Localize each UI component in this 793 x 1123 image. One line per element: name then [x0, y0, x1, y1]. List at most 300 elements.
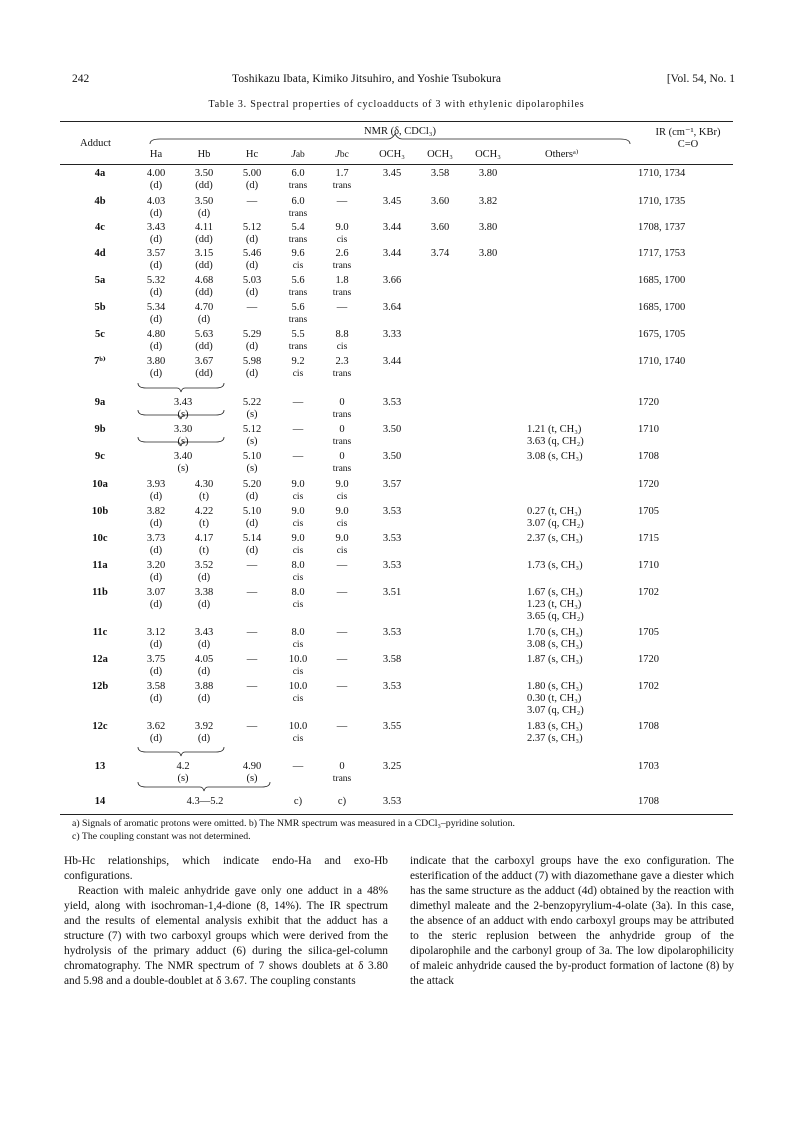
col-header-jab: Jab [291, 149, 305, 160]
cell-jbc: — [336, 302, 348, 313]
cell-hc-mult: (s) [246, 773, 258, 784]
cell-hc-mult: (s) [246, 436, 258, 447]
cell-ir: 1685, 1700 [638, 302, 686, 313]
shared-signal-brace [138, 383, 224, 393]
cell-och3: 3.33 [382, 329, 402, 340]
cell-ir: 1703 [638, 761, 659, 772]
cell-jab-config: trans [288, 181, 308, 191]
cell-hb-mult: (d) [197, 733, 211, 744]
row-adduct: 9b [94, 424, 106, 435]
row-adduct: 9a [94, 397, 106, 408]
cell-och3: 3.45 [382, 168, 402, 179]
cell-ha: 3.12 [146, 627, 166, 638]
shared-signal-brace [138, 437, 224, 447]
col-header-others: Othersᵃ⁾ [545, 149, 579, 160]
cell-hc: — [246, 302, 258, 313]
table-header-rule [60, 164, 733, 165]
col-header-och3-3: OCH₃ [475, 149, 501, 160]
cell-hc: 5.46 [242, 248, 262, 259]
cell-others: 3.08 (s, CH₃) [527, 451, 583, 462]
cell-hc: — [246, 681, 258, 692]
cell-ir: 1708 [638, 721, 659, 732]
cell-jbc-config: trans [332, 261, 352, 271]
cell-others: 1.21 (t, CH₃) [527, 424, 582, 435]
cell-hab-mult: (s) [177, 436, 189, 447]
cell-hc: — [246, 196, 258, 207]
cell-hc-mult: (d) [245, 545, 259, 556]
cell-hb: 4.22 [194, 506, 214, 517]
cell-hb-mult: (t) [199, 491, 209, 502]
cell-hb-mult: (d) [197, 693, 211, 704]
cell-jbc: 9.0 [335, 506, 349, 517]
col-header-hb: Hb [197, 149, 211, 160]
cell-hc: 5.14 [242, 533, 262, 544]
cell-jbc: — [336, 627, 348, 638]
cell-jbc-config: trans [332, 437, 352, 447]
cell-hc-mult: (s) [246, 409, 258, 420]
cell-och3: 3.44 [382, 248, 402, 259]
cell-jbc-config: trans [332, 288, 352, 298]
cell-jbc-config: trans [332, 774, 352, 784]
cell-jbc: c) [337, 796, 347, 807]
cell-hb: 5.63 [194, 329, 214, 340]
cell-hc: — [246, 587, 258, 598]
cell-jbc-config: trans [332, 410, 352, 420]
cell-hc: 4.90 [242, 761, 262, 772]
cell-hab: 3.30 [173, 424, 193, 435]
cell-hc: 5.22 [242, 397, 262, 408]
cell-ha-mult: (d) [149, 260, 163, 271]
cell-och3: 3.44 [382, 356, 402, 367]
cell-others: 3.08 (s, CH₃) [527, 639, 583, 650]
cell-jab: 10.0 [288, 681, 308, 692]
cell-jab: 9.2 [291, 356, 305, 367]
cell-och3: 3.64 [382, 302, 402, 313]
cell-ir: 1720 [638, 479, 659, 490]
cell-jab: 9.6 [291, 248, 305, 259]
cell-hb: 4.70 [194, 302, 214, 313]
shared-signal-brace [138, 747, 224, 757]
cell-hb: 4.05 [194, 654, 214, 665]
cell-hb: 4.17 [194, 533, 214, 544]
cell-jbc-config: trans [332, 181, 352, 191]
cell-hb-mult: (dd) [195, 341, 213, 352]
cell-jbc: — [336, 196, 348, 207]
row-adduct: 11a [92, 560, 108, 571]
cell-hab: 3.40 [173, 451, 193, 462]
cell-hb: 3.50 [194, 196, 214, 207]
cell-jab: 6.0 [291, 168, 305, 179]
cell-jab-config: trans [288, 235, 308, 245]
cell-hb-mult: (d) [197, 639, 211, 650]
cell-others: 2.37 (s, CH₃) [527, 733, 583, 744]
cell-och3: 3.44 [382, 222, 402, 233]
row-adduct: 11c [92, 627, 108, 638]
cell-jab-config: trans [288, 315, 308, 325]
cell-jbc: 9.0 [335, 222, 349, 233]
cell-jbc: 0 [339, 424, 345, 435]
cell-och3: 3.53 [382, 796, 402, 807]
row-adduct: 9c [95, 451, 105, 462]
cell-hc: 5.20 [242, 479, 262, 490]
cell-ha-mult: (d) [149, 234, 163, 245]
cell-och3: 3.45 [382, 196, 402, 207]
cell-jab-config: cis [292, 546, 304, 556]
cell-ir: 1708, 1737 [638, 222, 686, 233]
running-header [72, 73, 735, 87]
cell-hc-mult: (d) [245, 491, 259, 502]
cell-hb-mult: (t) [199, 518, 209, 529]
cell-jab: 9.0 [291, 506, 305, 517]
cell-ha: 3.62 [146, 721, 166, 732]
cell-hc: 5.29 [242, 329, 262, 340]
cell-ir: 1702 [638, 587, 659, 598]
cell-hc: 5.10 [242, 451, 262, 462]
col-header-och3-1: OCH₃ [379, 149, 405, 160]
cell-jbc: 1.8 [335, 275, 349, 286]
cell-ha: 5.32 [146, 275, 166, 286]
table-caption: Table 3. Spectral properties of cycloadducts of 3 with ethylenic dipolarophiles [208, 99, 585, 110]
table-bottom-rule [60, 814, 733, 815]
cell-hb-mult: (dd) [195, 368, 213, 379]
row-adduct: 14 [94, 796, 106, 807]
cell-och3: 3.50 [382, 451, 402, 462]
cell-jab-config: trans [288, 209, 308, 219]
cell-jbc: — [336, 654, 348, 665]
col-header-ha: Ha [149, 149, 163, 160]
cell-jbc: 9.0 [335, 533, 349, 544]
cell-others: 3.65 (q, CH₂) [527, 611, 584, 622]
row-adduct: 12a [92, 654, 108, 665]
cell-hc-mult: (d) [245, 518, 259, 529]
cell-och3: 3.58 [430, 168, 450, 179]
cell-ha: 5.34 [146, 302, 166, 313]
body-left-column [64, 854, 388, 989]
cell-hb-mult: (d) [197, 572, 211, 583]
cell-jbc: — [336, 721, 348, 732]
cell-others: 1.80 (s, CH₃) [527, 681, 583, 692]
cell-habc: 4.3—5.2 [186, 796, 224, 807]
cell-hb: 4.30 [194, 479, 214, 490]
cell-jbc-config: cis [336, 342, 348, 352]
cell-hc-mult: (d) [245, 287, 259, 298]
cell-jab-config: cis [292, 261, 304, 271]
cell-others: 1.67 (s, CH₃) [527, 587, 583, 598]
cell-hb-mult: (dd) [195, 260, 213, 271]
cell-hb-mult: (dd) [195, 287, 213, 298]
cell-jbc-config: cis [336, 519, 348, 529]
cell-jab-config: cis [292, 640, 304, 650]
cell-jab: — [292, 424, 304, 435]
cell-jbc: 0 [339, 451, 345, 462]
cell-jab-config: cis [292, 492, 304, 502]
cell-jab: c) [293, 796, 303, 807]
cell-ha-mult: (d) [149, 368, 163, 379]
cell-och3: 3.50 [382, 424, 402, 435]
cell-ha: 3.82 [146, 506, 166, 517]
cell-jbc: — [336, 587, 348, 598]
row-adduct: 12b [91, 681, 109, 692]
cell-och3: 3.82 [478, 196, 498, 207]
cell-ha: 4.80 [146, 329, 166, 340]
cell-ha: 3.58 [146, 681, 166, 692]
cell-ir: 1705 [638, 506, 659, 517]
cell-jbc: 9.0 [335, 479, 349, 490]
cell-ha: 3.20 [146, 560, 166, 571]
cell-ha-mult: (d) [149, 639, 163, 650]
cell-jbc-config: trans [332, 464, 352, 474]
cell-ha-mult: (d) [149, 666, 163, 677]
cell-jab-config: cis [292, 734, 304, 744]
cell-jab-config: cis [292, 694, 304, 704]
row-adduct: 4c [95, 222, 105, 233]
cell-ha-mult: (d) [149, 287, 163, 298]
cell-jbc: 0 [339, 397, 345, 408]
cell-others: 1.23 (t, CH₃) [527, 599, 582, 610]
cell-ha: 4.03 [146, 196, 166, 207]
cell-hab-mult: (s) [177, 463, 189, 474]
body-paragraph: Hb-Hc relationships, which indicate endo-Ha and exo-Hb configurations. [64, 855, 388, 882]
cell-others: 1.70 (s, CH₃) [527, 627, 583, 638]
cell-hb-mult: (t) [199, 545, 209, 556]
cell-och3: 3.57 [382, 479, 402, 490]
cell-jab-config: cis [292, 519, 304, 529]
page-number: 242 [72, 73, 90, 85]
cell-ir: 1710, 1740 [638, 356, 686, 367]
footnote-2: c) The coupling constant was not determined. [72, 831, 251, 842]
cell-jab-config: cis [292, 667, 304, 677]
cell-jbc: 2.3 [335, 356, 349, 367]
cell-ha-mult: (d) [149, 180, 163, 191]
cell-hc: 5.10 [242, 506, 262, 517]
cell-och3: 3.53 [382, 397, 402, 408]
cell-others: 3.07 (q, CH₂) [527, 705, 584, 716]
cell-jab: — [292, 761, 304, 772]
cell-hc: 5.03 [242, 275, 262, 286]
cell-hc-mult: (d) [245, 234, 259, 245]
row-adduct: 13 [94, 761, 106, 772]
cell-jbc: — [336, 560, 348, 571]
cell-ha: 3.57 [146, 248, 166, 259]
cell-ha-mult: (d) [149, 572, 163, 583]
cell-hb: 3.43 [194, 627, 214, 638]
cell-hc: 5.98 [242, 356, 262, 367]
cell-hb: 3.15 [194, 248, 214, 259]
cell-och3: 3.53 [382, 506, 402, 517]
cell-ha-mult: (d) [149, 314, 163, 325]
nmr-header-brace [150, 134, 630, 148]
cell-ir: 1710 [638, 560, 659, 571]
cell-och3: 3.53 [382, 681, 402, 692]
cell-jbc-config: trans [332, 369, 352, 379]
row-adduct: 10a [92, 479, 108, 490]
cell-hb-mult: (d) [197, 208, 211, 219]
cell-hab: 3.43 [173, 397, 193, 408]
cell-jab: 8.0 [291, 627, 305, 638]
cell-ha-mult: (d) [149, 491, 163, 502]
cell-jab: 8.0 [291, 560, 305, 571]
cell-hc-mult: (d) [245, 341, 259, 352]
cell-hb: 3.38 [194, 587, 214, 598]
cell-jbc: 8.8 [335, 329, 349, 340]
cell-hb-mult: (dd) [195, 234, 213, 245]
row-adduct: 7ᵇ⁾ [94, 356, 106, 367]
cell-hb: 3.67 [194, 356, 214, 367]
cell-others: 2.37 (s, CH₃) [527, 533, 583, 544]
cell-hb-mult: (d) [197, 599, 211, 610]
cell-ir: 1710, 1734 [638, 168, 686, 179]
body-paragraph: indicate that the carboxyl groups have the exo configuration. The esterification of the adduct (7) with diazomethane gave a diester which has the same structure as the adduct (4d) obtained by the reaction with dimethyl maleate and the 2-benzopyrylium-4-olate (3a). In this case, the absence of an adduct with endo carboxyl groups may be attributed to the steric replusion between the anhydride group of the dipolarophile and the carbonyl group of 3a. The low dipolarophilicity of maleic anhydride caused the by-product formation of lactone (8) by the attack [410, 855, 734, 987]
cell-jbc: 0 [339, 761, 345, 772]
cell-others: 1.83 (s, CH₃) [527, 721, 583, 732]
cell-ha: 3.43 [146, 222, 166, 233]
cell-ha-mult: (d) [149, 518, 163, 529]
cell-ir: 1717, 1753 [638, 248, 686, 259]
cell-jab: 10.0 [288, 654, 308, 665]
cell-ha-mult: (d) [149, 599, 163, 610]
cell-jbc: 1.7 [335, 168, 349, 179]
cell-hb: 4.11 [195, 222, 213, 233]
authors: Toshikazu Ibata, Kimiko Jitsuhiro, and Yoshie Tsubokura [232, 73, 502, 85]
cell-hb: 4.68 [194, 275, 214, 286]
cell-jab: 9.0 [291, 533, 305, 544]
col-header-hc: Hc [245, 149, 259, 160]
cell-hc: — [246, 721, 258, 732]
row-adduct: 10b [91, 506, 109, 517]
cell-ha: 3.73 [146, 533, 166, 544]
cell-ir: 1685, 1700 [638, 275, 686, 286]
shared-signal-brace [138, 782, 270, 792]
cell-jab-config: cis [292, 573, 304, 583]
cell-och3: 3.80 [478, 222, 498, 233]
cell-hab-mult: (s) [177, 409, 189, 420]
cell-hc: — [246, 560, 258, 571]
cell-hb-mult: (dd) [195, 180, 213, 191]
cell-jbc-config: cis [336, 546, 348, 556]
cell-ha: 3.75 [146, 654, 166, 665]
cell-ha: 3.07 [146, 587, 166, 598]
cell-others: 0.27 (t, CH₃) [527, 506, 582, 517]
cell-hc: 5.12 [242, 424, 262, 435]
cell-hc-mult: (d) [245, 368, 259, 379]
col-header-och3-2: OCH₃ [427, 149, 453, 160]
cell-och3: 3.53 [382, 560, 402, 571]
cell-jab: 8.0 [291, 587, 305, 598]
cell-och3: 3.53 [382, 627, 402, 638]
row-adduct: 5c [95, 329, 105, 340]
cell-others: 1.87 (s, CH₃) [527, 654, 583, 665]
row-adduct: 11b [92, 587, 108, 598]
cell-hc: 5.12 [242, 222, 262, 233]
cell-och3: 3.66 [382, 275, 402, 286]
cell-ir: 1720 [638, 654, 659, 665]
cell-och3: 3.60 [430, 196, 450, 207]
cell-jab: 5.6 [291, 302, 305, 313]
cell-och3: 3.60 [430, 222, 450, 233]
cell-hc: — [246, 654, 258, 665]
cell-ir: 1720 [638, 397, 659, 408]
cell-hc-mult: (s) [246, 463, 258, 474]
cell-ir: 1705 [638, 627, 659, 638]
col-header-jbc: Jbc [335, 149, 349, 160]
cell-others: 3.63 (q, CH₂) [527, 436, 584, 447]
cell-jab: — [292, 397, 304, 408]
row-adduct: 10c [92, 533, 108, 544]
cell-hc-mult: (d) [245, 180, 259, 191]
cell-och3: 3.53 [382, 533, 402, 544]
cell-jab: 9.0 [291, 479, 305, 490]
cell-hb-mult: (d) [197, 666, 211, 677]
col-header-nmr: NMR (δ, CDCl₃) [364, 126, 436, 137]
cell-ha: 4.00 [146, 168, 166, 179]
volume-info: [Vol. 54, No. 1 [666, 73, 735, 85]
row-adduct: 12c [92, 721, 108, 732]
cell-och3: 3.74 [430, 248, 450, 259]
cell-hb-mult: (d) [197, 314, 211, 325]
cell-jab: 5.6 [291, 275, 305, 286]
col-header-ir: IR (cm⁻¹, KBr) [655, 127, 721, 138]
cell-och3: 3.51 [382, 587, 402, 598]
cell-jab: 6.0 [291, 196, 305, 207]
cell-och3: 3.80 [478, 248, 498, 259]
cell-others: 0.30 (t, CH₃) [527, 693, 582, 704]
cell-jab: 5.4 [291, 222, 305, 233]
cell-och3: 3.80 [478, 168, 498, 179]
row-adduct: 5a [94, 275, 106, 286]
cell-jab-config: cis [292, 600, 304, 610]
cell-ha: 3.80 [146, 356, 166, 367]
cell-ir: 1702 [638, 681, 659, 692]
cell-jbc-config: cis [336, 492, 348, 502]
cell-jab: 10.0 [288, 721, 308, 732]
cell-ir: 1708 [638, 451, 659, 462]
body-right-column [410, 854, 734, 989]
shared-signal-brace [138, 410, 224, 420]
cell-hb: 3.52 [194, 560, 214, 571]
cell-jbc: 2.6 [335, 248, 349, 259]
cell-hc: — [246, 627, 258, 638]
row-adduct: 4d [94, 248, 106, 259]
cell-och3: 3.55 [382, 721, 402, 732]
cell-hb: 3.88 [194, 681, 214, 692]
cell-jab-config: trans [288, 342, 308, 352]
cell-ha-mult: (d) [149, 341, 163, 352]
cell-ha-mult: (d) [149, 208, 163, 219]
cell-och3: 3.58 [382, 654, 402, 665]
table-top-rule [60, 121, 733, 122]
cell-jbc-config: cis [336, 235, 348, 245]
cell-hb: 3.92 [194, 721, 214, 732]
row-adduct: 4a [94, 168, 106, 179]
cell-ha-mult: (d) [149, 733, 163, 744]
cell-ir: 1675, 1705 [638, 329, 686, 340]
cell-ir: 1710, 1735 [638, 196, 686, 207]
cell-hab-mult: (s) [177, 773, 189, 784]
cell-hc-mult: (d) [245, 260, 259, 271]
cell-ir: 1710 [638, 424, 659, 435]
footnote-1: a) Signals of aromatic protons were omitted. b) The NMR spectrum was measured in a CDCl₃–pyridine solution. [72, 818, 515, 829]
cell-ha-mult: (d) [149, 693, 163, 704]
cell-hab: 4.2 [176, 761, 190, 772]
cell-others: 3.07 (q, CH₂) [527, 518, 584, 529]
col-header-ir-co: C=O [677, 139, 699, 150]
cell-ha: 3.93 [146, 479, 166, 490]
cell-ha-mult: (d) [149, 545, 163, 556]
cell-jbc: — [336, 681, 348, 692]
cell-hc: 5.00 [242, 168, 262, 179]
row-adduct: 4b [94, 196, 106, 207]
cell-hb: 3.50 [194, 168, 214, 179]
